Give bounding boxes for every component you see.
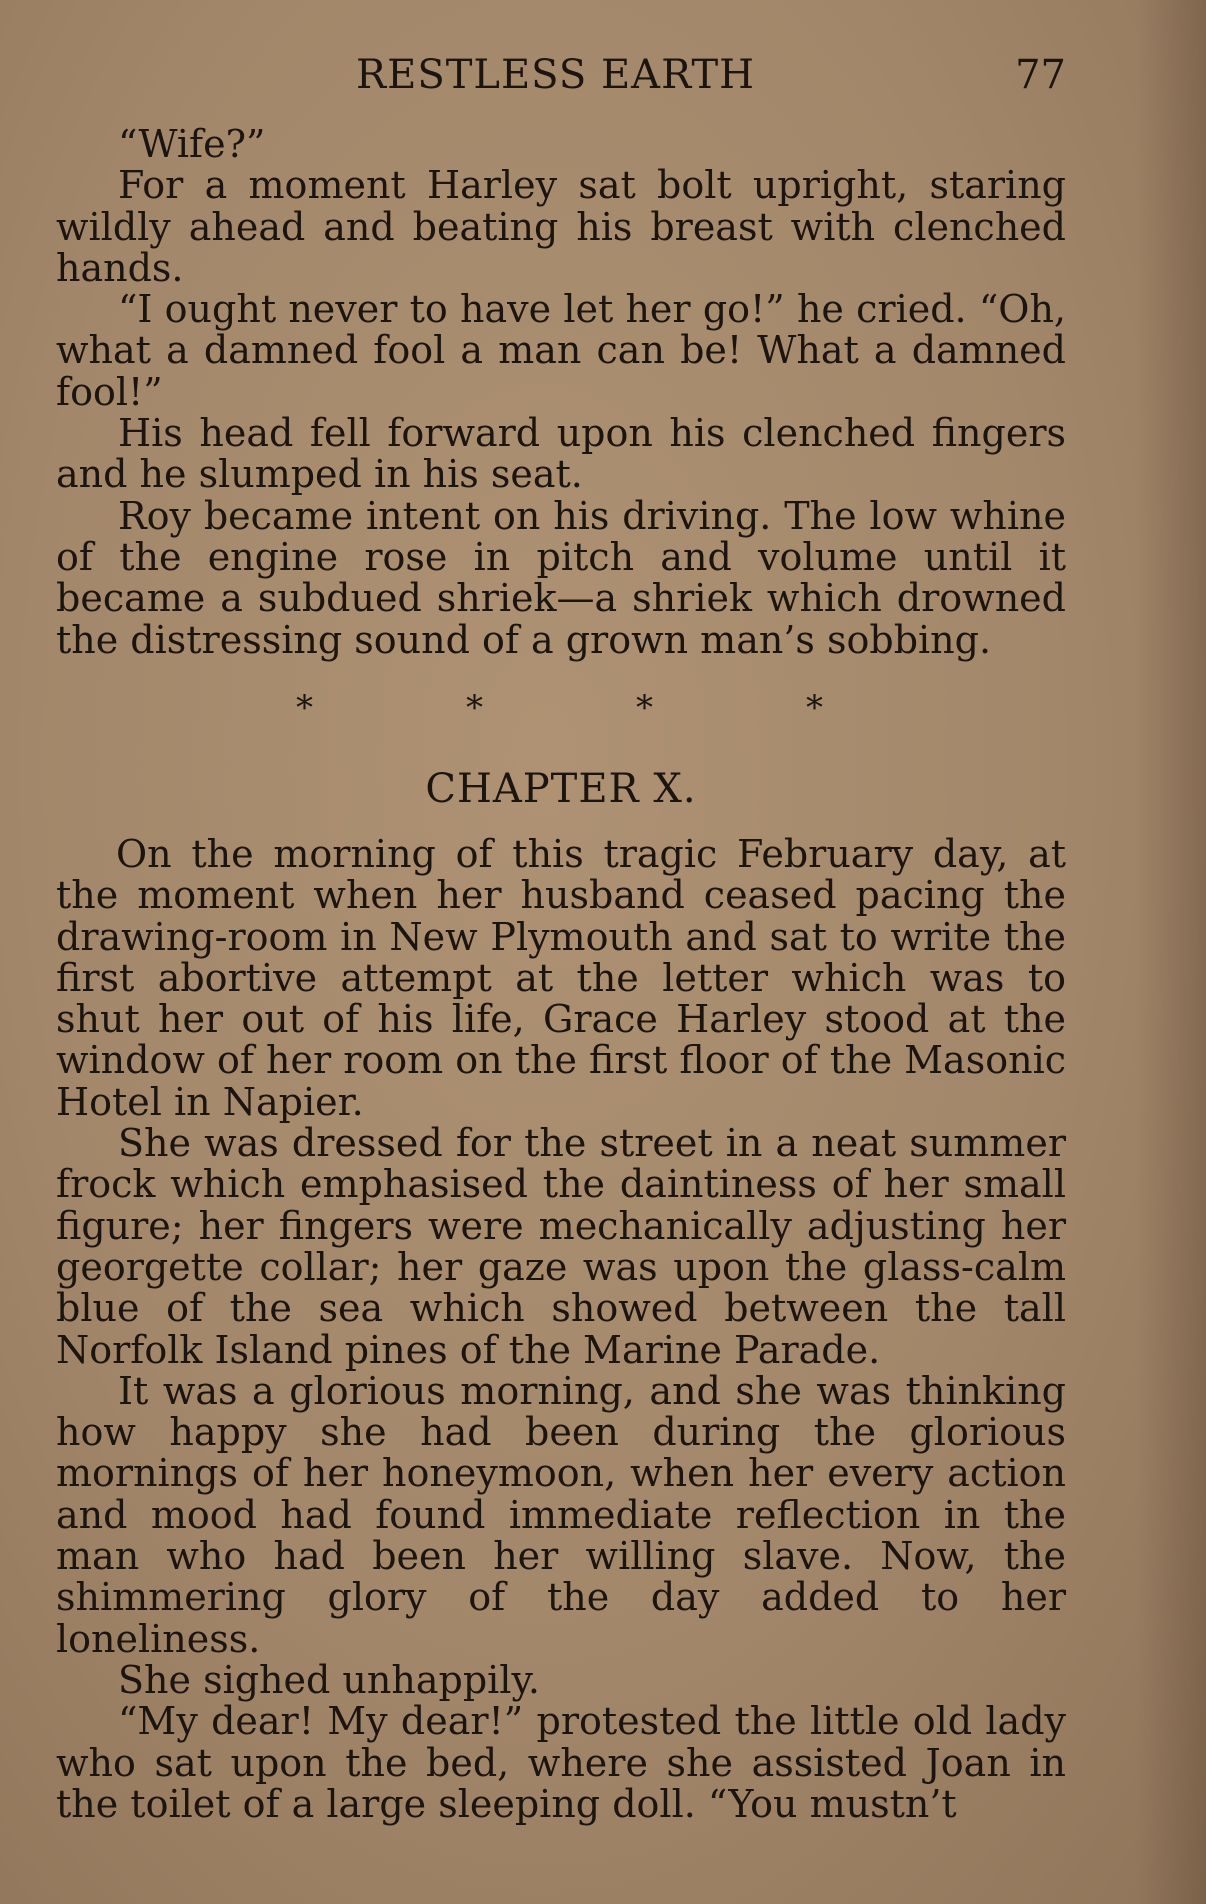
section-break-star: *: [806, 688, 823, 728]
section-break-star: *: [296, 688, 313, 728]
running-head: [56, 52, 1066, 108]
section-break: [56, 688, 1066, 728]
paragraph: She sighed unhappily.: [118, 1657, 540, 1702]
paragraph: His head fell forward upon his clenched fingers and he slumped in his seat.: [56, 411, 1066, 497]
section-break-star: *: [636, 688, 653, 728]
page-number: 77: [1015, 52, 1066, 98]
paragraph: It was a glorious morning, and she was thinking how happy she had been during the glorious mornings of her honeymoon, when her every action and mood had found immediate reflection in the man who had been her willing slave. Now, the shimmering glory of the day added to her loneliness.: [56, 1368, 1066, 1661]
paragraph: “Wife?”: [118, 122, 266, 166]
chapter-heading: CHAPTER X.: [425, 766, 697, 812]
running-title: RESTLESS EARTH: [356, 52, 756, 98]
paragraph: Roy became intent on his driving. The low whine of the engine rose in pitch and volume until it became a subdued shriek—a shriek which drowned the distressing sound of a grown man’s sobbing.: [56, 493, 1066, 662]
section-break-star: *: [466, 688, 483, 728]
paragraph: “I ought never to have let her go!” he cried. “Oh, what a damned fool a man can be! What a damned fool!”: [56, 287, 1066, 414]
text-block-chapter: [56, 834, 1066, 1825]
paragraph: “My dear! My dear!” protested the little old lady who sat upon the bed, where she assisted Joan in the toilet of a large sleeping doll. “You mustn’t: [56, 1699, 1066, 1826]
paragraph: On the morning of this tragic February day, at the moment when her husband ceased pacing the drawing-room in New Plymouth and sat to write the first abortive attempt at the letter which was to shut her out of his life, Grace Harley stood at the window of her room on the first floor of the Masonic Hotel in Napier.: [56, 832, 1066, 1124]
text-block-before-break: [56, 124, 1066, 661]
paragraph: She was dressed for the street in a neat summer frock which emphasised the daintiness of her small figure; her fingers were mechanically adjusting her georgette collar; her gaze was upon the glass-calm blue of the sea which showed between the tall Norfolk Island pines of the Marine Parade.: [56, 1121, 1066, 1372]
page-edge-shadow: [1136, 0, 1206, 1904]
paragraph: For a moment Harley sat bolt upright, staring wildly ahead and beating his breast with clenched hands.: [56, 163, 1066, 290]
